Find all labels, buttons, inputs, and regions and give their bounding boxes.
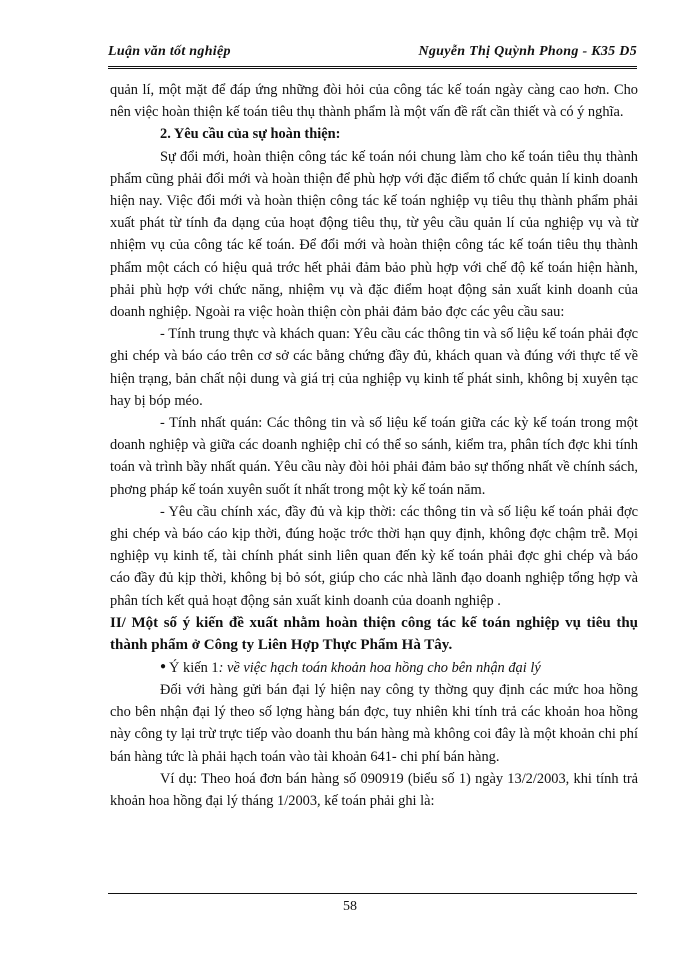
idea-heading <box>160 656 638 679</box>
paragraph-commission: Đối với hàng gửi bán đại lý hiện nay công ty thờng quy định các mức hoa hồng cho bên nhận đại lý theo số lợng hàng bán đợc, tuy nhiên khi tính trả các khoản hoa hồng này công ty lại trừ trực tiếp vào doanh thu bán hàng mà không coi đây là một khoản chi phí bán hàng tức là phải hạch toán vào tài khoản 641- chi phí bán hàng. <box>110 682 638 765</box>
page-number: 58 <box>343 899 357 914</box>
header-thesis-title: Luận văn tốt nghiệp <box>108 44 231 59</box>
header-author: Nguyễn Thị Quỳnh Phong - K35 D5 <box>418 44 637 59</box>
page-header <box>108 44 637 66</box>
section-heading: II/ Một số ý kiến đề xuất nhằm hoàn thiện công tác kế toán nghiệp vụ tiêu thụ thành phẩm ở Công ty Liên Hợp Thực Phẩm Hà Tây. <box>110 614 638 653</box>
paragraph-objectivity: - Tính trung thực và khách quan: Yêu cầu các thông tin và số liệu kế toán phải đợc ghi chép và báo cáo trên cơ sở các bằng chứng đầy đủ, khách quan và đúng với thực tế về hiện trạng, bản chất nội dung và giá trị của nghiệp vụ kinh tế phát sinh, không bị xuyên tạc hay bị bóp méo. <box>110 326 638 409</box>
paragraph-continuation: quản lí, một mặt để đáp ứng những đòi hỏi của công tác kế toán ngày càng cao hơn. Cho nên việc hoàn thiện kế toán tiêu thụ thành phẩm là một vấn đề rất cần thiết và có ý nghĩa. <box>110 82 638 121</box>
document-body <box>110 79 638 812</box>
paragraph-example: Ví dụ: Theo hoá đơn bán hàng số 090919 (biểu số 1) ngày 13/2/2003, khi tính trả khoản hoa hồng đại lý tháng 1/2003, kế toán phải ghi là: <box>110 770 638 810</box>
footer-rule <box>108 893 637 894</box>
subheading-requirements: 2. Yêu cầu của sự hoàn thiện: <box>160 126 341 143</box>
header-rule <box>108 66 637 69</box>
idea-title: : về việc hạch toán khoản hoa hồng cho bên nhận đại lý <box>218 659 541 676</box>
idea-label: Ý kiến 1 <box>169 659 219 676</box>
paragraph-accuracy: - Yêu cầu chính xác, đầy đủ và kịp thời: các thông tin và số liệu kế toán phải đợc ghi chép và báo cáo kịp thời, đúng hoặc trớc thời hạn quy định, không đợc chậm trễ. Mọi nghiệp vụ kinh tế, tài chính phát sinh liên quan đến kỳ kế toán phải đợc ghi chép và báo cáo đầy đủ kịp thời, không bị bỏ sót, giúp cho các nhà lãnh đạo doanh nghiệp tổng hợp và phân tích kết quả hoạt động sản xuất kinh doanh của doanh nghiệp . <box>110 503 638 609</box>
paragraph-improvement: Sự đổi mới, hoàn thiện công tác kế toán nói chung làm cho kế toán tiêu thụ thành phẩm cũng phải đổi mới và hoàn thiện để phù hợp với đặc điểm tổ chức quản lí kinh doanh hiện nay. Việc đổi mới và hoàn thiện công tác kế toán nghiệp vụ tiêu thụ thành phẩm phải xuất phát từ tính đa dạng của hoạt động tiêu thụ, từ yêu cầu quản lí của nghiệp vụ và từ nhiệm vụ của công tác kế toán. Để đổi mới và hoàn thiện công tác kế toán tiêu thụ thành phẩm một cách có hiệu quả trớc hết phải đảm bảo phù hợp với chế độ kế toán hiện hành, phải phù hợp với chức năng, nhiệm vụ và đặc điểm hoạt động sản xuất kinh doanh của doanh nghiệp. Ngoài ra việc hoàn thiện còn phải đảm bảo đợc các yêu cầu sau: <box>110 148 638 321</box>
paragraph-consistency: - Tính nhất quán: Các thông tin và số liệu kế toán giữa các kỳ kế toán trong một doanh nghiệp và giữa các doanh nghiệp chỉ có thể so sánh, kiểm tra, phân tích đợc khi tính toán và trình bầy nhất quán. Yêu cầu này đòi hỏi phải đảm bảo sự thống nhất về chính sách, phơng pháp kế toán xuyên suốt ít nhất trong một kỳ kế toán năm. <box>110 415 638 498</box>
bullet-icon: ● <box>160 660 167 672</box>
